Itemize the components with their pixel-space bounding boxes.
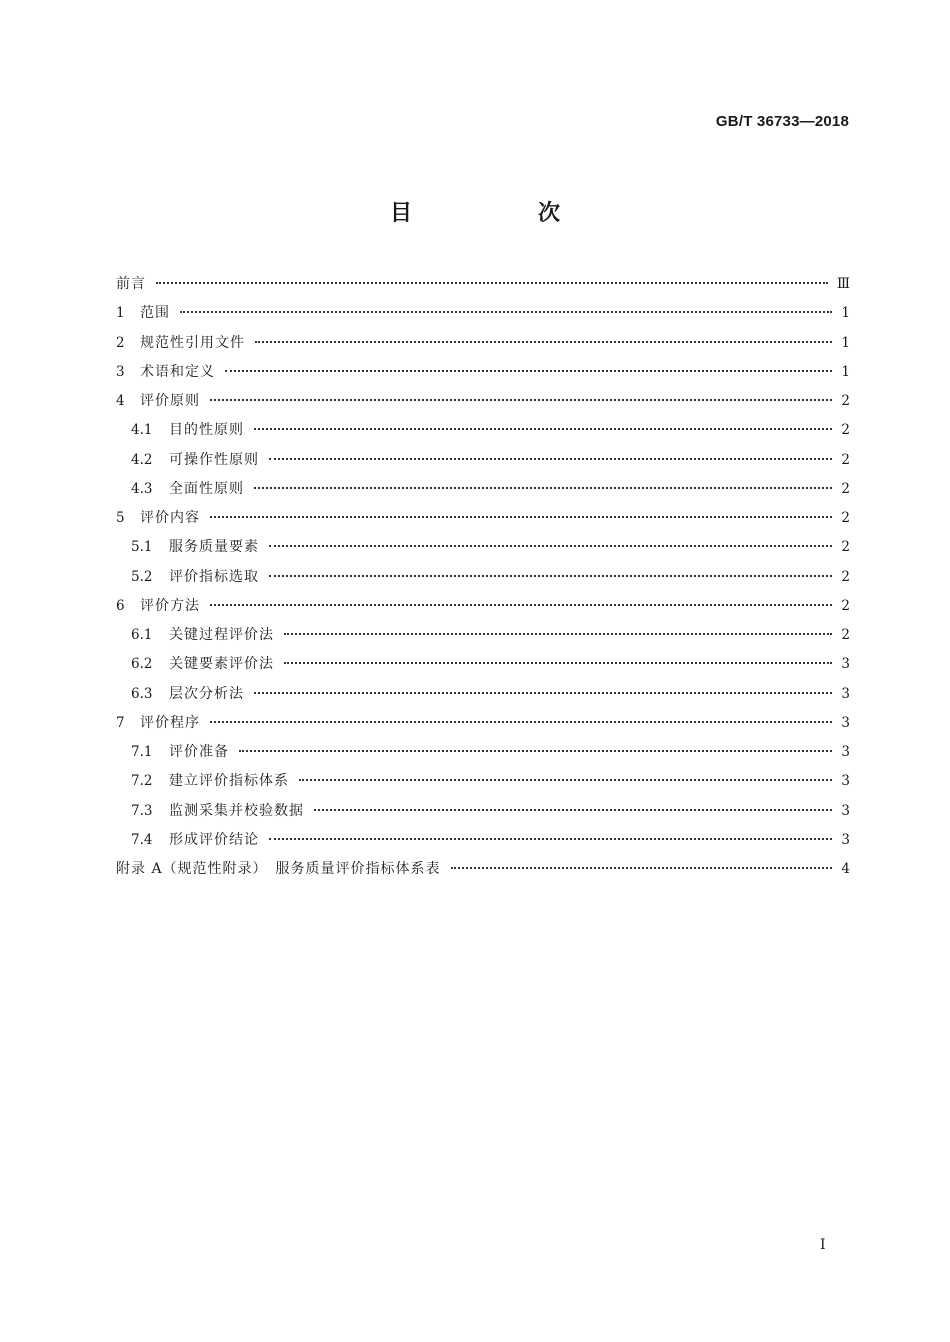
toc-entry-label: 层次分析法 xyxy=(169,685,244,702)
toc-entry[interactable] xyxy=(116,358,850,387)
toc-entry-label: 评价内容 xyxy=(140,510,200,526)
toc-entry[interactable] xyxy=(116,738,850,767)
toc-entry-page: 1 xyxy=(841,305,850,322)
toc-entry-page: 3 xyxy=(841,685,850,702)
toc-entry-label: 评价程序 xyxy=(140,714,200,731)
toc-entry-number: 7.3 xyxy=(131,802,153,819)
toc-entry-label: 全面性原则 xyxy=(169,480,244,497)
toc-entry-number: 3 xyxy=(116,363,125,380)
dot-leader xyxy=(156,281,828,284)
dot-leader xyxy=(254,691,832,694)
toc-entry-number: 7.1 xyxy=(131,744,153,760)
toc-entry-label: 评价原则 xyxy=(140,393,200,409)
toc-entry-number: 4.1 xyxy=(131,422,153,439)
toc-entry-page: 4 xyxy=(841,861,850,877)
toc-entry-page: 2 xyxy=(841,568,850,585)
toc-entry-label: 评价指标选取 xyxy=(169,568,259,585)
dot-leader xyxy=(210,515,832,518)
toc-entry-label: 前言 xyxy=(116,276,146,292)
toc-entry[interactable] xyxy=(116,650,850,679)
toc-entry-label: 监测采集并校验数据 xyxy=(169,802,304,819)
dot-leader xyxy=(210,603,832,606)
dot-leader xyxy=(254,486,832,489)
dot-leader xyxy=(180,310,832,313)
dot-leader xyxy=(210,398,832,401)
toc-entry-number: 7 xyxy=(116,714,125,731)
toc-entry-page: 3 xyxy=(841,831,850,848)
toc-entry-label: 可操作性原则 xyxy=(169,451,259,468)
toc-entry-number: 6.2 xyxy=(131,656,153,673)
toc-entry[interactable] xyxy=(116,446,850,475)
dot-leader xyxy=(269,457,832,460)
toc-entry[interactable] xyxy=(116,621,850,650)
toc-entry-label: 关键过程评价法 xyxy=(169,627,274,643)
toc-entry[interactable] xyxy=(116,416,850,445)
dot-leader xyxy=(255,340,832,343)
toc-entry-number: 1 xyxy=(116,305,125,322)
toc-entry-page: Ⅲ xyxy=(836,276,850,292)
dot-leader xyxy=(269,837,832,840)
toc-entry-number: 5.1 xyxy=(131,539,153,556)
toc-entry-label: 形成评价结论 xyxy=(169,831,259,848)
toc-entry-label: 附录 A（规范性附录） 服务质量评价指标体系表 xyxy=(116,861,441,877)
toc-entry-page: 2 xyxy=(841,393,850,409)
toc-entry-label: 目的性原则 xyxy=(169,422,244,439)
toc-entry[interactable] xyxy=(116,533,850,562)
toc-entry[interactable] xyxy=(116,855,850,884)
toc-entry[interactable] xyxy=(116,387,850,416)
dot-leader xyxy=(225,369,832,372)
toc-entry-number: 4 xyxy=(116,393,125,409)
toc-entry-number: 4.3 xyxy=(131,480,153,497)
toc-entry-number: 5 xyxy=(116,510,125,526)
dot-leader xyxy=(239,749,832,752)
toc-entry-label: 范围 xyxy=(140,305,170,322)
toc-entry-number: 2 xyxy=(116,334,125,351)
toc-entry-label: 规范性引用文件 xyxy=(140,334,245,351)
toc-entry-number: 6.1 xyxy=(131,627,153,643)
toc-entry-number: 6.3 xyxy=(131,685,153,702)
dot-leader xyxy=(451,866,833,869)
toc-entry[interactable] xyxy=(116,680,850,709)
toc-entry-page: 2 xyxy=(841,627,850,643)
toc-entry-label: 评价方法 xyxy=(140,597,200,614)
toc-entry-page: 3 xyxy=(841,714,850,731)
toc-entry-page: 1 xyxy=(841,334,850,351)
toc-entry-page: 2 xyxy=(841,597,850,614)
toc-entry-label: 术语和定义 xyxy=(140,363,215,380)
toc-entry[interactable] xyxy=(116,709,850,738)
toc-entry-page: 3 xyxy=(841,773,850,790)
toc-entry[interactable] xyxy=(116,563,850,592)
dot-leader xyxy=(254,427,832,430)
standard-code: GB/T 36733—2018 xyxy=(715,113,849,130)
dot-leader xyxy=(314,808,832,811)
toc-entry-number: 7.2 xyxy=(131,773,153,790)
toc-entry-page: 2 xyxy=(841,480,850,497)
toc-entry-page: 1 xyxy=(841,363,850,380)
toc-entry[interactable] xyxy=(116,797,850,826)
toc-entry-page: 3 xyxy=(841,802,850,819)
dot-leader xyxy=(284,661,832,664)
toc-entry[interactable] xyxy=(116,767,850,796)
toc-entry-page: 2 xyxy=(841,539,850,556)
toc-entry-page: 2 xyxy=(841,422,850,439)
table-of-contents xyxy=(116,270,850,884)
toc-entry[interactable] xyxy=(116,299,850,328)
toc-entry[interactable] xyxy=(116,592,850,621)
dot-leader xyxy=(269,574,832,577)
toc-entry-page: 2 xyxy=(841,451,850,468)
toc-entry-number: 4.2 xyxy=(131,451,153,468)
toc-entry[interactable] xyxy=(116,826,850,855)
toc-entry[interactable] xyxy=(116,329,850,358)
toc-entry-label: 评价准备 xyxy=(169,744,229,760)
toc-entry-page: 3 xyxy=(841,656,850,673)
toc-entry-number: 5.2 xyxy=(131,568,153,585)
toc-entry-label: 关键要素评价法 xyxy=(169,656,274,673)
toc-entry[interactable] xyxy=(116,475,850,504)
page-number: I xyxy=(820,1237,826,1253)
dot-leader xyxy=(269,544,832,547)
toc-entry-page: 2 xyxy=(841,510,850,526)
toc-title: 目 次 xyxy=(389,201,612,226)
toc-entry-label: 建立评价指标体系 xyxy=(169,773,289,790)
toc-entry[interactable] xyxy=(116,270,850,299)
dot-leader xyxy=(210,720,832,723)
toc-entry-label: 服务质量要素 xyxy=(169,539,259,556)
toc-entry[interactable] xyxy=(116,504,850,533)
toc-entry-page: 3 xyxy=(841,744,850,760)
toc-entry-number: 6 xyxy=(116,597,125,614)
toc-entry-number: 7.4 xyxy=(131,831,153,848)
dot-leader xyxy=(284,632,832,635)
dot-leader xyxy=(299,778,832,781)
